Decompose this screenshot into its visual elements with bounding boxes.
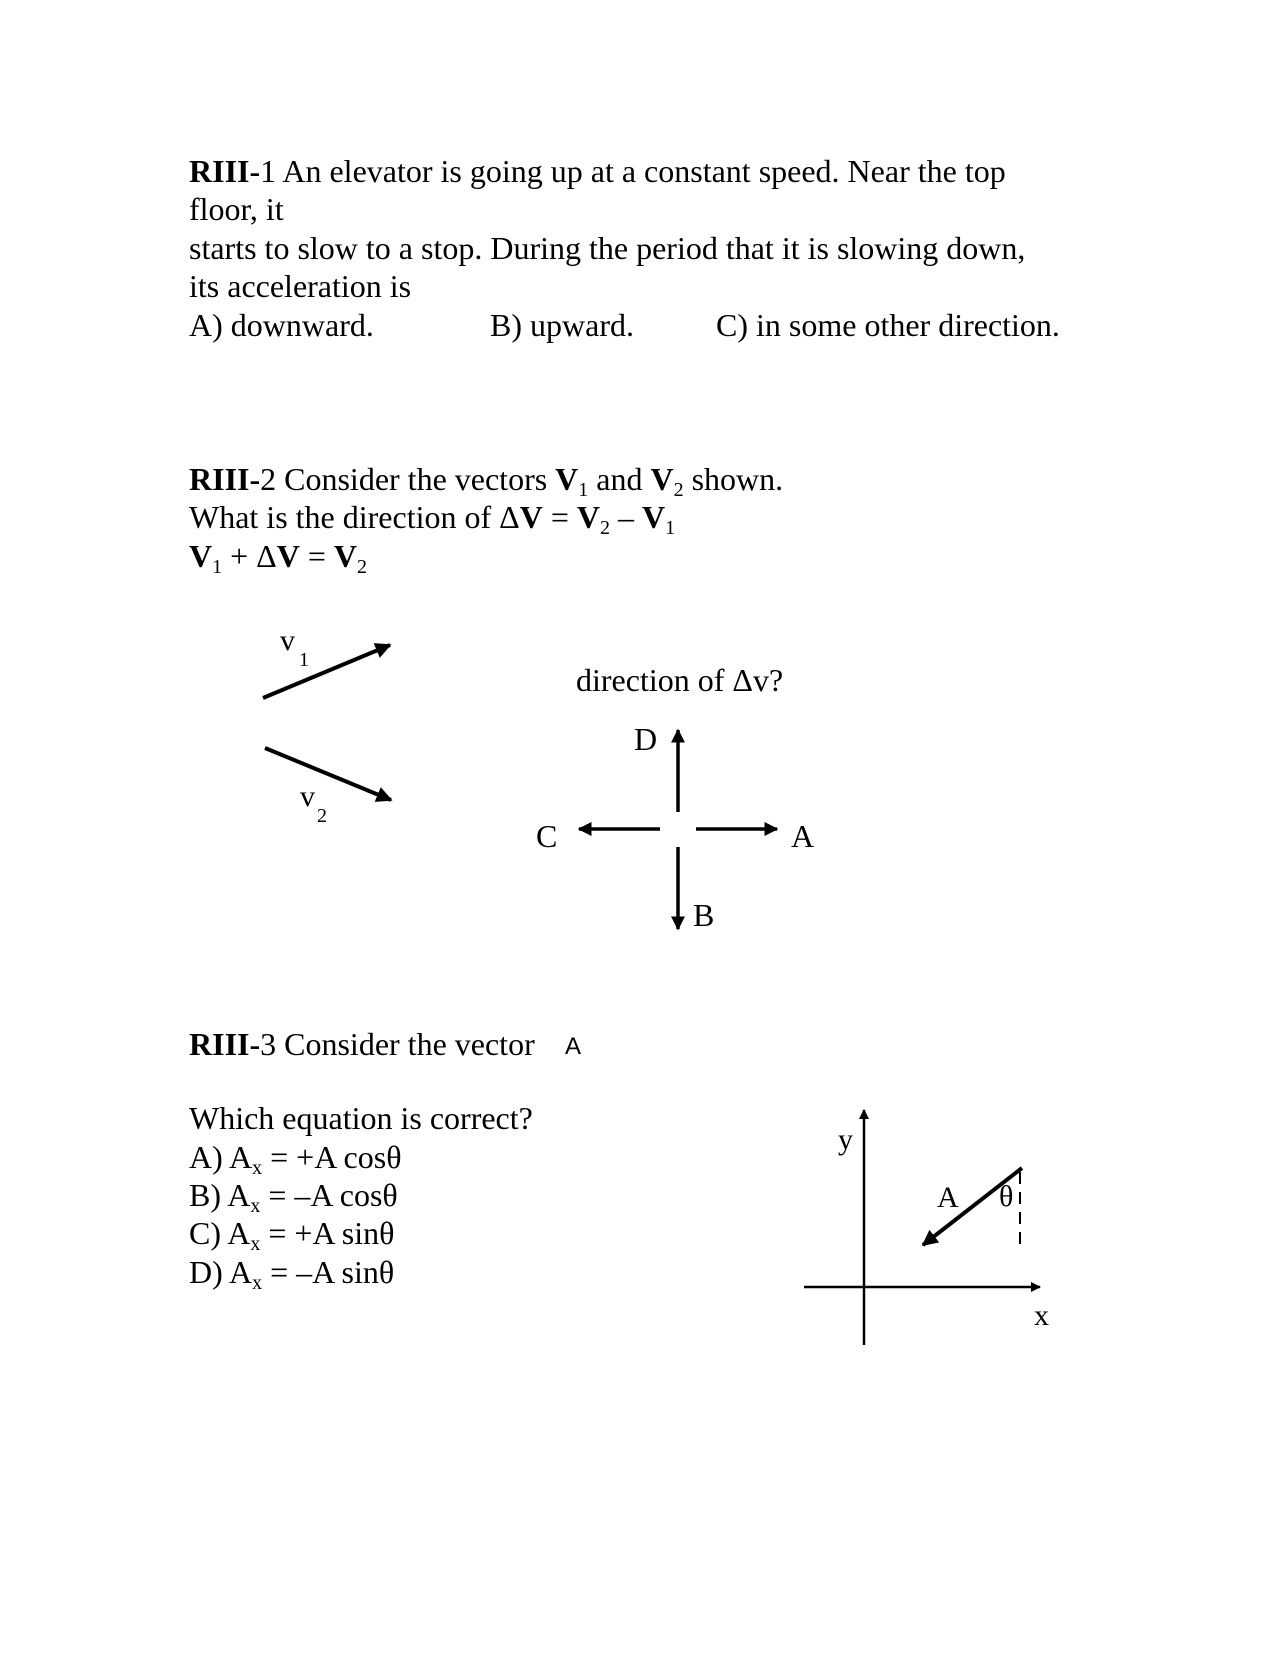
q3-question: Which equation is correct? xyxy=(189,1100,533,1136)
choice-subscript: x xyxy=(250,1195,261,1217)
v2-symbol: V xyxy=(576,499,600,535)
q1-label: RIII- xyxy=(189,153,261,189)
v1-symbol: V xyxy=(641,499,666,535)
v2-symbol: V xyxy=(650,461,674,497)
v2-subscript: 2 xyxy=(357,556,367,578)
q3-choice-b xyxy=(189,1176,398,1219)
equals: = xyxy=(542,499,577,535)
choice-rest: = –A cosθ xyxy=(260,1177,398,1213)
choice-prefix: D) A xyxy=(189,1254,253,1290)
v2-subscript: 2 xyxy=(673,479,684,501)
v1-diagram-label: v xyxy=(280,624,295,657)
choice-subscript: x xyxy=(252,1272,263,1294)
v1-symbol: V xyxy=(555,461,579,497)
v2-diagram-subscript: 2 xyxy=(317,805,327,827)
dv-symbol: V xyxy=(276,538,300,574)
q2-text-end: shown. xyxy=(683,461,784,497)
theta-label: θ xyxy=(999,1180,1014,1213)
q1-choice-a: A) downward. xyxy=(189,307,374,343)
direction-b-label: B xyxy=(693,897,715,933)
q1-line-3: starts to slow to a stop. During the period that it is slowing down, xyxy=(189,230,1026,266)
v1-subscript: 1 xyxy=(212,556,223,578)
v2-diagram-label: v xyxy=(300,780,315,813)
v1-subscript: 1 xyxy=(578,479,589,501)
q2-line-1 xyxy=(189,460,783,503)
choice-rest: = +A sinθ xyxy=(260,1215,395,1251)
q1-text-1: An elevator is going up at a constant speed. Near the top xyxy=(276,153,1006,189)
q3-choice-c xyxy=(189,1214,394,1257)
q3-line-1 xyxy=(189,1025,535,1063)
q1-line-2: floor, it xyxy=(189,191,284,227)
choice-subscript: x xyxy=(252,1157,263,1179)
q1-line-1 xyxy=(189,152,1006,190)
q2-question: What is the direction of Δ xyxy=(189,499,520,535)
q3-text: Consider the vector xyxy=(276,1026,535,1062)
q2-and: and xyxy=(588,461,651,497)
q3-choice-a xyxy=(189,1138,402,1181)
y-axis-label: y xyxy=(838,1123,853,1156)
q2-label: RIII- xyxy=(189,461,261,497)
plus-delta: + Δ xyxy=(222,538,277,574)
equals: = xyxy=(299,538,334,574)
direction-a-label: A xyxy=(791,818,815,854)
choice-rest: = –A sinθ xyxy=(262,1254,395,1290)
q2-number: 2 xyxy=(260,461,277,497)
choice-prefix: B) A xyxy=(189,1177,251,1213)
vector-a-symbol: A xyxy=(565,1033,582,1060)
dv-symbol: V xyxy=(519,499,543,535)
q2-line-3 xyxy=(189,537,367,580)
v2-arrow xyxy=(265,748,391,800)
vector-a-label: A xyxy=(937,1181,959,1214)
x-axis-label: x xyxy=(1034,1299,1049,1332)
q1-choice-b: B) upward. xyxy=(490,307,634,343)
q1-line-4: its acceleration is xyxy=(189,268,412,304)
direction-question: direction of Δv? xyxy=(576,662,784,698)
choice-prefix: C) A xyxy=(189,1215,251,1251)
q2-text: Consider the vectors xyxy=(276,461,556,497)
choice-rest: = +A cosθ xyxy=(262,1139,402,1175)
v2-symbol: V xyxy=(333,538,357,574)
v1-subscript: 1 xyxy=(665,517,676,539)
q1-number: 1 xyxy=(260,153,277,189)
q1-choice-c: C) in some other direction. xyxy=(716,307,1060,343)
q3-number: 3 xyxy=(260,1026,277,1062)
direction-d-label: D xyxy=(634,721,658,757)
v1-diagram-subscript: 1 xyxy=(299,649,309,671)
q3-choice-d xyxy=(189,1253,394,1296)
minus: – xyxy=(609,499,642,535)
q2-line-2 xyxy=(189,498,675,541)
v1-symbol: V xyxy=(189,538,213,574)
q3-label: RIII- xyxy=(189,1026,261,1062)
direction-c-label: C xyxy=(536,818,558,854)
choice-prefix: A) A xyxy=(189,1139,253,1175)
v2-subscript: 2 xyxy=(599,517,610,539)
choice-subscript: x xyxy=(250,1233,261,1255)
